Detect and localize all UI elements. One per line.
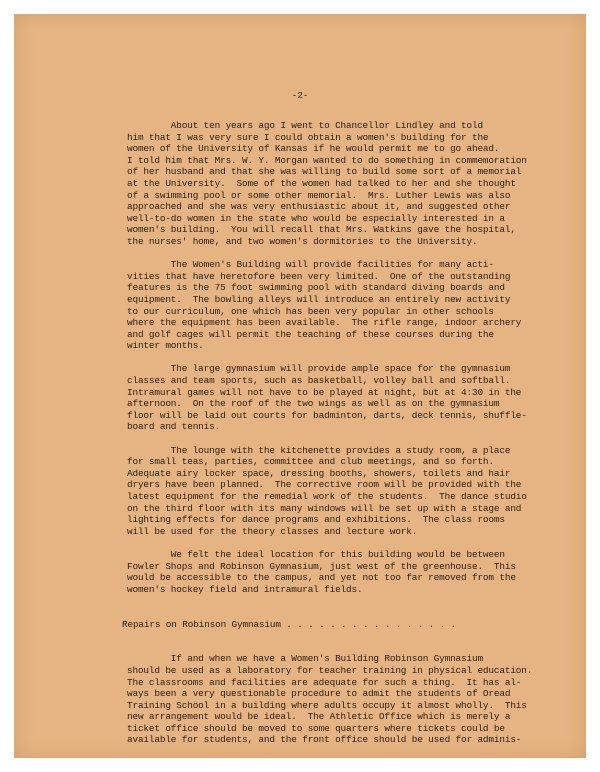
text-line: ticket office should be moved to some quarters where tickets could be (127, 722, 505, 734)
section-spacer-after (127, 642, 539, 654)
text-line: where the equipment has been available. The rifle range, indoor archery (127, 317, 522, 329)
text-line: on the third floor with its many windows will be set up with a stage and (127, 502, 522, 514)
text-line: at the University. Some of the women had talked to her and she thought (127, 177, 516, 189)
text-line: would be accessible to the campus, and yet not too far removed from the (127, 572, 516, 584)
text-line: women's hockey field and intramural fields. (127, 583, 363, 595)
section-heading: Repairs on Robinson Gymnasium . . . . . . . . . . . . . . . . (122, 618, 457, 630)
text-line: vities that have heretofore been very limited. One of the outstanding (127, 270, 511, 282)
text-line: equipment. The bowling alleys will introduce an entirely new activity (127, 293, 511, 305)
text-line: to our curriculum, one which has been very popular in other schools (127, 305, 494, 317)
paragraph-repairs (127, 653, 539, 746)
document-page (14, 14, 586, 758)
section-spacer (127, 607, 539, 619)
text-line: lighting effects for dance programs and exhibitions. The class rooms (127, 514, 505, 526)
text-line: About ten years ago I went to Chancellor Lindley and told (127, 120, 483, 131)
text-line: Adequate airy locker space, dressing booths, showers, toilets and hair (127, 467, 511, 479)
text-line: Fowler Shops and Robinson Gymnasium, just west of the greenhouse. This (127, 560, 516, 572)
paragraph (127, 259, 539, 352)
text-line: for small teas, parties, committee and club meetings, and so forth. (127, 456, 494, 468)
paragraph (127, 363, 539, 433)
text-line: and golf cages will permit the teaching of these courses during the (127, 328, 494, 340)
text-line: of a swimming pool or some other memorial. Mrs. Luther Lewis was also (127, 189, 511, 201)
text-line: should be used as a laboratory for teacher training in physical education. (127, 664, 533, 676)
paragraph (127, 445, 539, 538)
text-line: available for students, and the front office should be used for adminis- (127, 734, 522, 746)
text-line: of her husband and that she was willing to build some sort of a memorial (127, 166, 522, 178)
text-line: winter months. (127, 340, 204, 352)
text-line: The large gymnasium will provide ample space for the gymnasium (127, 363, 511, 375)
text-line: The lounge with the kitchenette provides a study room, a place (127, 444, 511, 456)
text-line: approached and she was very enthusiastic about it, and suggested other (127, 201, 511, 213)
text-line: Training School in a building where adults occupy it almost wholly. This (127, 699, 527, 711)
text-line: the nurses' home, and two women's dormitories to the University. (127, 235, 478, 247)
text-line: We felt the ideal location for this building would be between (127, 548, 505, 560)
text-line: features is the 75 foot swimming pool with standard diving boards and (127, 282, 505, 294)
text-line: latest equipment for the remedial work of the students. The dance studio (127, 491, 527, 502)
paragraph (127, 120, 539, 248)
text-line: him that I was very sure I could obtain a women's building for the (127, 131, 489, 143)
paragraph (127, 549, 539, 595)
text-line: dryers have been planned. The corrective room will be provided with the (127, 479, 522, 491)
text-line: I told him that Mrs. W. Y. Morgan wanted to do something in commemoration (127, 154, 527, 166)
text-line: If and when we have a Women's Building Robinson Gymnasium (127, 653, 483, 665)
text-line: women's building. You will recall that Mrs. Watkins gave the hospital, (127, 224, 516, 236)
paragraph-list (127, 120, 539, 595)
text-line: women of the University of Kansas if he would permit me to go ahead. (127, 143, 500, 155)
text-line: Intramural games will not have to be played at night, but at 4:30 in the (127, 386, 522, 398)
text-line: ways been a very questionable procedure to admit the students of Oread (127, 688, 511, 700)
text-line: new arrangement would be ideal. The Athletic Office which is merely a (127, 711, 511, 723)
text-line: well-to-do women in the state who would be especially interested in a (127, 212, 505, 224)
letter-body (122, 120, 539, 758)
text-line: afternoon. On the roof of the two wings as well as on the gymnasium (127, 398, 500, 410)
text-line: floor will be laid out courts for badminton, darts, deck tennis, shuffle- (127, 409, 527, 421)
text-line: The classrooms and facilities are adequate for such a thing. It has al- (127, 676, 522, 688)
page-number: -2- (291, 90, 309, 101)
text-line: will be used for the theory classes and lecture work. (127, 525, 418, 537)
text-line: The Women's Building will provide facilities for many acti- (127, 259, 494, 271)
text-line: board and tennis. (127, 421, 221, 433)
text-line: classes and team sports, such as basketball, volley ball and softball. (127, 375, 511, 387)
